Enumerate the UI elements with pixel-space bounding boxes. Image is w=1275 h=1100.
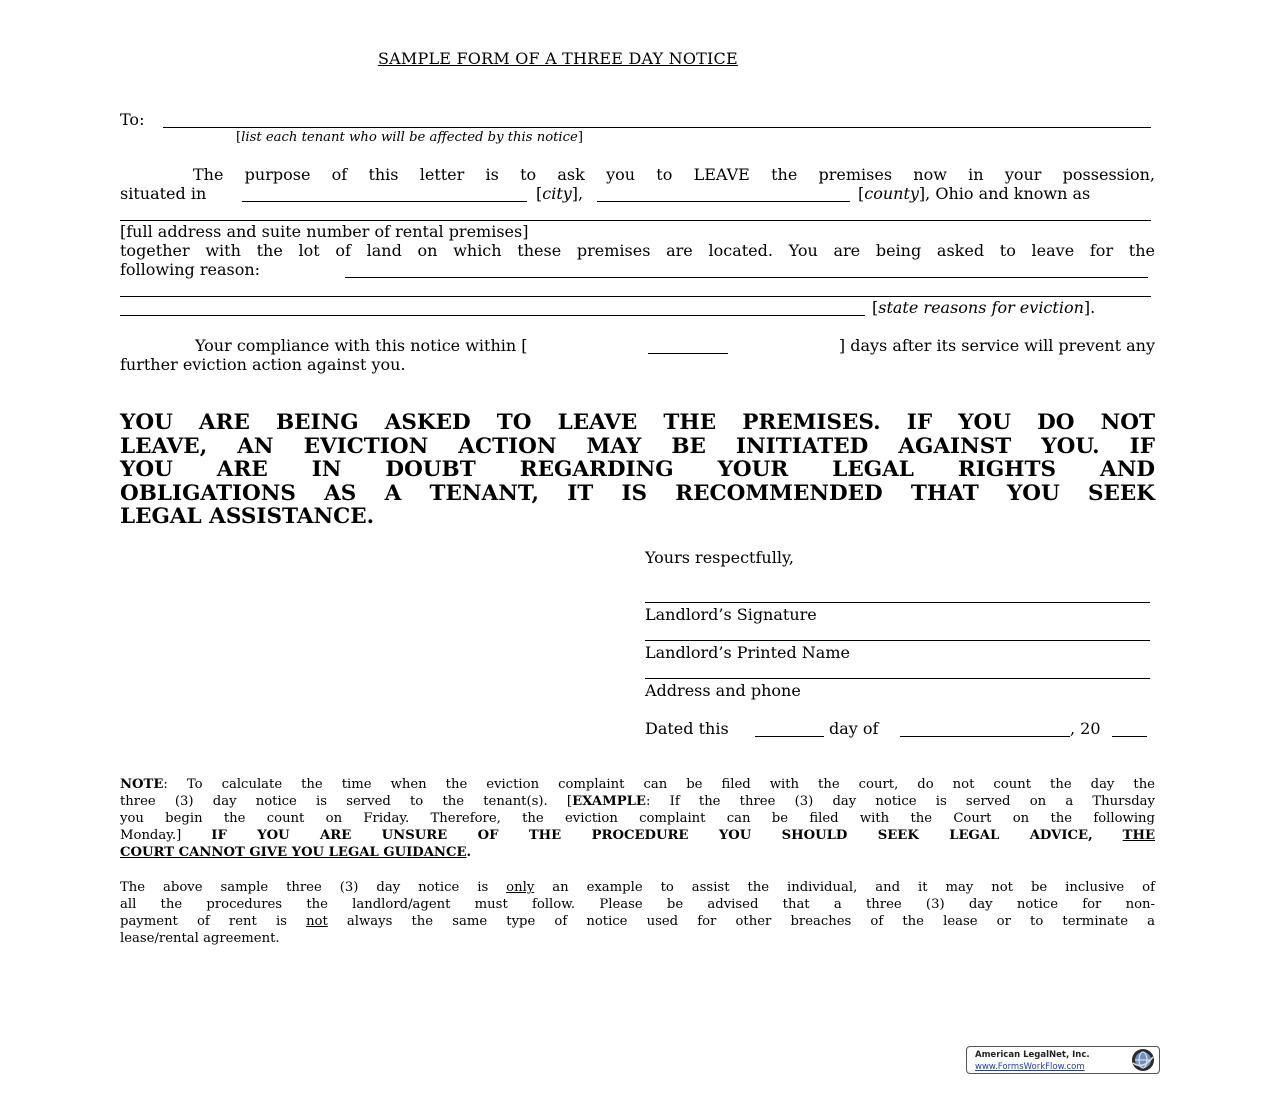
note-paragraph: NOTE: To calculate the time when the eviction complaint can be filed with the court, do not count the day the three (3) day notice is served to the tenant(s). [EXAMPLE: If the three (3) day notice is served on a Thursday you begin the count on Friday. Therefore, the eviction complaint can be filed with the Court on the following Monday.] IF YOU ARE UNSURE OF THE PROCEDURE YOU SHOULD SEEK LEGAL ADVICE, THE COURT CANNOT GIVE YOU LEGAL GUIDANCE. [120,777,1155,860]
eviction-warning [120,411,1155,529]
days-field[interactable] [648,353,728,354]
purpose-line-1: The purpose of this letter is to ask you to LEAVE the premises now in your possession, [193,165,1155,184]
logo-url-link[interactable]: www.FormsWorkFlow.com [975,1062,1085,1072]
year-field[interactable] [1112,736,1147,737]
reasons-hint: [state reasons for eviction]. [872,298,1096,317]
address-hint: [full address and suite number of rental premises] [120,222,529,241]
warning-line: LEGAL ASSISTANCE. [120,504,375,529]
county-field[interactable] [597,201,850,202]
tenant-name-field[interactable] [163,127,1151,128]
reason-field-3[interactable] [120,315,865,316]
warning-line: YOU ARE IN DOUBT REGARDING YOUR LEGAL RIGHTS AND [120,457,1155,482]
page-title: SAMPLE FORM OF A THREE DAY NOTICE [378,49,738,68]
globe-icon [1131,1048,1155,1072]
address-phone-line[interactable] [645,678,1150,679]
american-legalnet-logo[interactable] [966,1046,1160,1074]
purpose-line-together: together with the lot of land on which these premises are located. You are being asked to leave for the [120,241,1155,260]
day-field[interactable] [755,736,824,737]
reason-field-2[interactable] [120,296,1151,297]
logo-company: American LegalNet, Inc. [975,1050,1090,1060]
compliance-line-2: further eviction action against you. [120,355,406,374]
dated-this-label: Dated this [645,719,729,738]
tenant-hint: [list each tenant who will be affected by this notice] [236,130,583,145]
purpose-line-2: situated in [120,184,207,203]
day-of-label: day of [829,719,879,738]
year-prefix: , 20 [1070,719,1101,738]
month-field[interactable] [900,736,1070,737]
compliance-start: Your compliance with this notice within [ [195,336,528,355]
printed-name-line[interactable] [645,640,1150,641]
county-hint: [county], Ohio and known as [858,184,1091,203]
closing: Yours respectfully, [645,548,794,567]
compliance-end: ] days after its service will prevent any [838,336,1155,355]
to-label: To: [120,110,145,129]
disclaimer-paragraph: The above sample three (3) day notice is only an example to assist the individual, and it may not be inclusive of all the procedures the landlord/agent must follow. Please be advised that a three (3) day notice for non- payment of rent is not always the same type of notice used for other breaches of the lease or to terminate a lease/rental agreement. [120,880,1155,946]
city-field[interactable] [242,201,527,202]
signature-line[interactable] [645,602,1150,603]
following-reason-label: following reason: [120,260,261,279]
warning-line: YOU ARE BEING ASKED TO LEAVE THE PREMISES. IF YOU DO NOT [120,410,1155,435]
warning-line: LEAVE, AN EVICTION ACTION MAY BE INITIATED AGAINST YOU. IF [120,433,1155,459]
reason-field-1[interactable] [345,277,1148,278]
address-field[interactable] [120,220,1151,221]
address-phone-label: Address and phone [645,681,801,700]
city-hint: [city], [536,184,584,203]
signature-label: Landlord’s Signature [645,605,817,624]
printed-name-label: Landlord’s Printed Name [645,643,850,662]
warning-line: OBLIGATIONS AS A TENANT, IT IS RECOMMENDED THAT YOU SEEK [120,480,1155,506]
